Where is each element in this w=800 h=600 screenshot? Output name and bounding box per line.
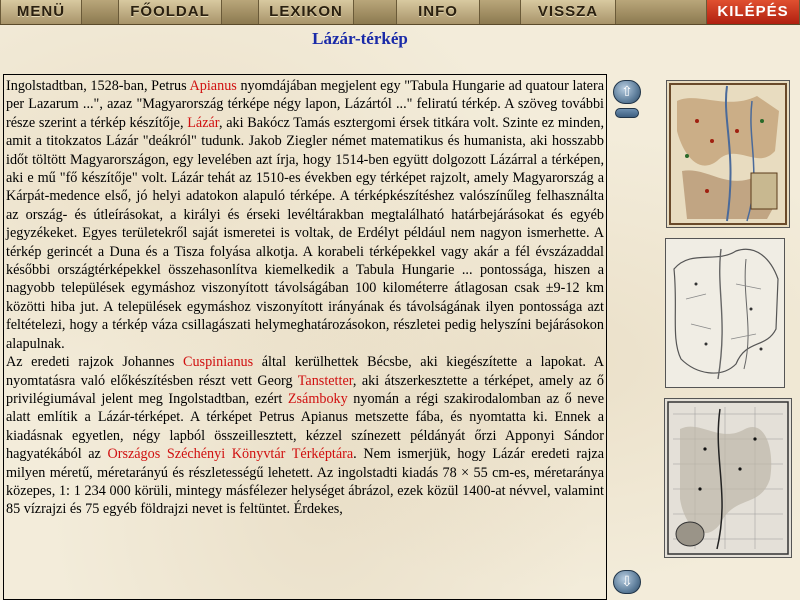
- lexicon-link[interactable]: Lázár: [187, 114, 219, 131]
- article-text-segment: . Nem ismerjük, hogy Lázár eredeti rajza milyen méretű, méretarányú és részletességű lehetett. Az ingolstadti kiadás 78 × 55 cm-es, méretaránya közepes, 1: 1 234 000 körüli, mintegy másfélezer helységet ábrázol, ezek közül 1400-at névvel, valamint 85 vízrajzi és 75 egyéb földrajzi nevet is feltüntet. Érdekes,: [6, 446, 604, 518]
- engraved-map-thumbnail[interactable]: [664, 398, 792, 558]
- article-text-segment: , aki átszerkesztette a térképet, amely az ő privilégiumával jelent meg Ingolstadtban, ezért: [6, 372, 604, 407]
- top-menu-bar: [0, 0, 800, 25]
- menu-button[interactable]: MENÜ: [0, 0, 82, 24]
- article-text-segment: Az eredeti rajzok Johannes: [6, 354, 183, 371]
- scroll-down-button[interactable]: [613, 570, 641, 594]
- sketch-map-thumbnail[interactable]: [665, 238, 785, 388]
- lexicon-link[interactable]: Cuspinianus: [183, 354, 254, 371]
- arrow-up-icon: ⇧: [621, 84, 633, 100]
- article-text-segment: , aki Bakócz Tamás esztergomi érsek titkára volt. Szinte ez minden, amit a titokzatos Lázár "deákról" tudunk. Jakob Ziegler német matematikus és humanista, aki hosszabb időt töltött Magyarországon, egy levelében azt írja, hogy 1514-ben együtt dolgozott Lázárral a térképen, aki e mű "fő készítője" volt. Lázár tehát az 1510-es években egy térképet rajzolt, amely Magyarország a Kárpát-medence első, jó helyi adatokon alapuló térképe. A térképkészítéshez valószínűleg felhasználta az ország- és útleírásokat, a királyi és érseki levéltárakban megtalálható határbejárásokat és egyéb jegyzékeket. Egyes területekről saját ismeretei is voltak, de Erdélyt például nem nagyon ismerhette. A térkép gerincét a Duna és a Tisza folyása alkotja. A korabeli térképekkel vagy akár a fél évszázaddal későbbi országtérképekkel összehasonlítva kiemelkedik a Tabula Hungarie ... pontossága, hiszen a nagyobb települések egymáshoz viszonyított távolságában 100 kilométerre átlagosan csak ±9-12 km közötti hiba jut. A települések egymáshoz viszonyított irányának és távolságának ilyen pontossága azt feltételezi, hogy a térkép váza csillagászati helymeghatározásokon, részletei pedig helyszíni bejárásokon alapulnak.: [6, 114, 604, 352]
- lexicon-link[interactable]: Apianus: [189, 78, 237, 94]
- scrollbar-thumb[interactable]: [615, 108, 639, 118]
- article-text-segment: által kerülhettek Bécsbe, aki kiegészítette a lapokat. A nyomtatásra való előkészítésben részt vett Georg: [6, 354, 604, 389]
- page-title: Lázár-térkép: [312, 29, 408, 48]
- lexicon-link[interactable]: Zsámboky: [287, 390, 348, 407]
- arrow-down-icon: ⇩: [621, 574, 633, 590]
- scroll-up-button[interactable]: [613, 80, 641, 104]
- colored-map-thumbnail[interactable]: [666, 80, 790, 228]
- lexicon-link[interactable]: Tanstetter: [297, 372, 353, 389]
- article-text-segment: nyomdájában megjelent egy "Tabula Hungarie ad quatour latera per Lazarum ...", azaz "Magyarország térképe négy lapon, Lázártól ..." feliratú térkép. A szöveg további része szerint a térkép készítője,: [6, 78, 604, 131]
- article-text-segment: Ingolstadtban, 1528-ban, Petrus: [6, 78, 190, 94]
- lexicon-link[interactable]: Országos Széchényi Könyvtár Térképtára: [107, 446, 354, 463]
- lexicon-button[interactable]: LEXIKON: [258, 0, 354, 24]
- article-text: [4, 75, 606, 519]
- back-button[interactable]: VISSZA: [520, 0, 616, 24]
- home-button[interactable]: FŐOLDAL: [118, 0, 222, 24]
- info-button[interactable]: INFO: [396, 0, 480, 24]
- exit-button[interactable]: KILÉPÉS: [706, 0, 800, 24]
- article-text-segment: nyomán a régi szakirodalomban az ő neve alatt említik a Lázár-térképet. A térképet Petrus Apianus metszette fába, és nyomtatta ki. Ennek a kiadásnak egyetlen, négy lapból összeillesztett, kézzel színezett példányát őrzi Apponyi Sándor hagyatékából az: [6, 390, 604, 463]
- article-text-box[interactable]: [3, 74, 607, 600]
